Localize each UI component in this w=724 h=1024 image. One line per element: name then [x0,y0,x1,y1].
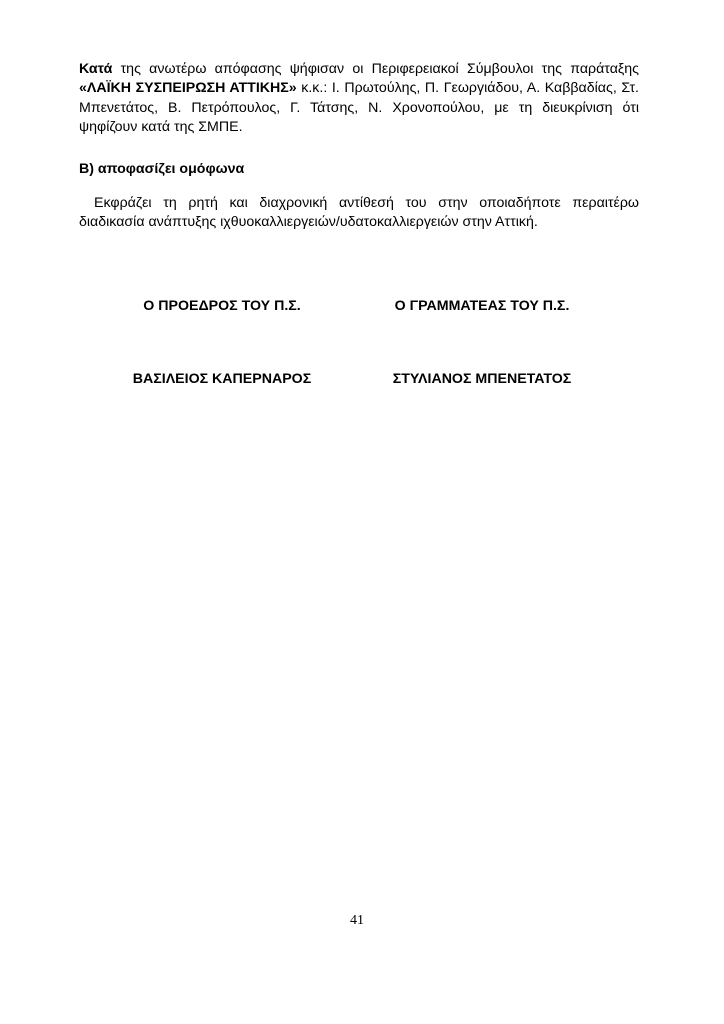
against-text-1: της ανωτέρω απόφασης ψήφισαν οι Περιφερειακοί Σύμβουλοι της παράταξης [112,61,639,77]
section-b-body: Εκφράζει τη ρητή και διαχρονική αντίθεσή του στην οποιαδήποτε περαιτέρω διαδικασία ανάπτυξης ιχθυοκαλλιεργειών/υδατοκαλλιεργειών στην Αττική. [79,195,639,231]
president-title: Ο ΠΡΟΕΔΡΟΣ ΤΟΥ Π.Σ. [143,298,301,314]
section-b-heading: Β) αποφασίζει ομόφωνα [79,161,245,177]
secretary-name: ΣΤΥΛΙΑΝΟΣ ΜΠΕΝΕΤΑΤΟΣ [392,371,572,387]
secretary-title: Ο ΓΡΑΜΜΑΤΕΑΣ ΤΟΥ Π.Σ. [394,298,570,314]
president-name: ΒΑΣΙΛΕΙΟΣ ΚΑΠΕΡΝΑΡΟΣ [132,371,312,387]
against-text-2: κ.κ.: Ι. Πρωτούλης, Π. Γεωργιάδου, Α. Καββαδίας, Στ. Μπενετάτος, Β. Πετρόπουλος, Γ. Τάτσης, Ν. Χρονοπούλου, με τη διευκρίνιση ότι ψηφίζουν κατά της ΣΜΠΕ. [79,80,639,135]
against-lead: Κατά [79,61,113,77]
against-vote-paragraph [79,60,639,137]
page-number: 41 [350,913,364,928]
faction-name: «ΛΑΪΚΗ ΣΥΣΠΕΙΡΩΣΗ ΑΤΤΙΚΗΣ» [79,80,297,97]
